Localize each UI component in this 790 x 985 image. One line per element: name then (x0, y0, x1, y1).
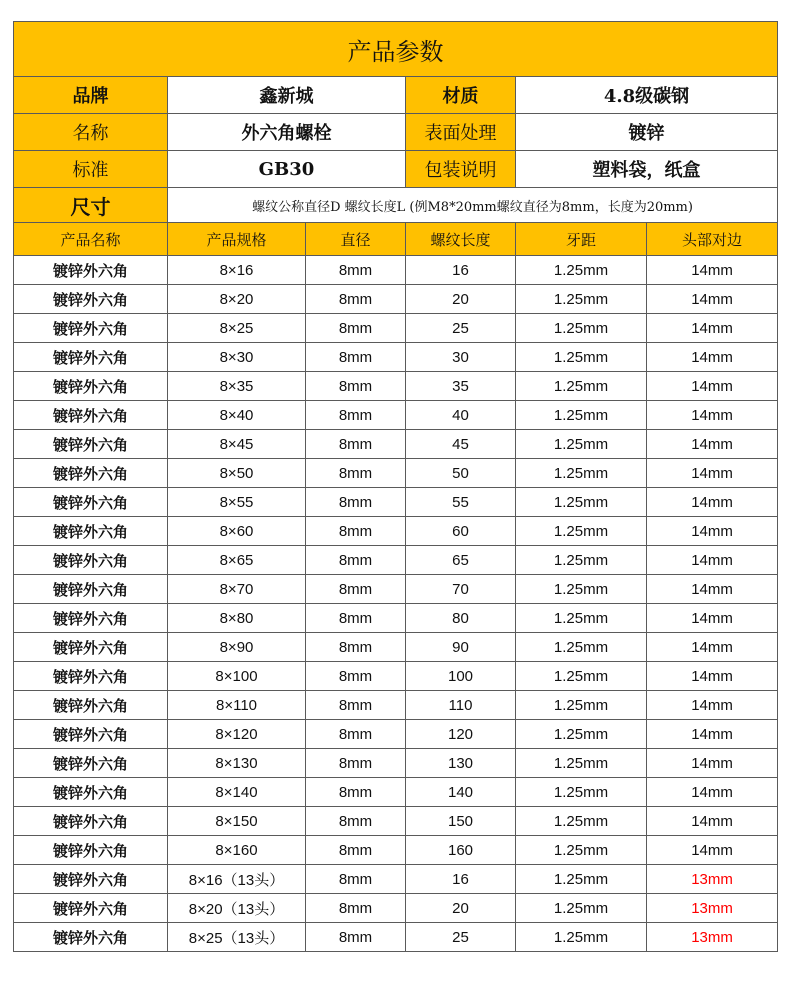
cell-pitch: 1.25mm (516, 430, 647, 459)
brand-label: 品牌 (14, 77, 168, 114)
cell-spec: 8×60 (168, 517, 306, 546)
cell-name: 镀锌外六角 (14, 401, 168, 430)
column-header-row (14, 223, 778, 256)
cell-thread-length: 120 (406, 720, 516, 749)
cell-name: 镀锌外六角 (14, 865, 168, 894)
cell-head-width: 14mm (647, 604, 778, 633)
info-row-brand (14, 77, 778, 114)
cell-name: 镀锌外六角 (14, 749, 168, 778)
cell-pitch: 1.25mm (516, 807, 647, 836)
cell-head-width: 14mm (647, 256, 778, 285)
cell-thread-length: 16 (406, 256, 516, 285)
table-row (14, 517, 778, 546)
cell-name: 镀锌外六角 (14, 691, 168, 720)
name-label: 名称 (14, 114, 168, 151)
cell-pitch: 1.25mm (516, 662, 647, 691)
cell-head-width: 14mm (647, 459, 778, 488)
cell-thread-length: 130 (406, 749, 516, 778)
cell-name: 镀锌外六角 (14, 778, 168, 807)
name-value: 外六角螺栓 (168, 114, 406, 151)
cell-diameter: 8mm (306, 691, 406, 720)
material-label: 材质 (406, 77, 516, 114)
table-row (14, 865, 778, 894)
cell-name: 镀锌外六角 (14, 720, 168, 749)
table-row (14, 401, 778, 430)
cell-pitch: 1.25mm (516, 256, 647, 285)
cell-head-width: 13mm (647, 923, 778, 952)
table-row (14, 459, 778, 488)
standard-value: GB30 (168, 151, 406, 188)
cell-diameter: 8mm (306, 836, 406, 865)
material-value: 4.8级碳钢 (516, 77, 778, 114)
cell-pitch: 1.25mm (516, 372, 647, 401)
cell-head-width: 14mm (647, 401, 778, 430)
cell-thread-length: 45 (406, 430, 516, 459)
cell-diameter: 8mm (306, 343, 406, 372)
table-row (14, 691, 778, 720)
cell-head-width: 14mm (647, 314, 778, 343)
cell-pitch: 1.25mm (516, 720, 647, 749)
title-row (14, 22, 778, 77)
table-row (14, 343, 778, 372)
cell-thread-length: 110 (406, 691, 516, 720)
cell-name: 镀锌外六角 (14, 430, 168, 459)
cell-thread-length: 150 (406, 807, 516, 836)
cell-head-width: 13mm (647, 894, 778, 923)
cell-thread-length: 35 (406, 372, 516, 401)
cell-pitch: 1.25mm (516, 923, 647, 952)
cell-pitch: 1.25mm (516, 633, 647, 662)
cell-diameter: 8mm (306, 285, 406, 314)
table-row (14, 894, 778, 923)
table-row (14, 720, 778, 749)
cell-head-width: 14mm (647, 807, 778, 836)
cell-pitch: 1.25mm (516, 894, 647, 923)
cell-thread-length: 70 (406, 575, 516, 604)
cell-thread-length: 40 (406, 401, 516, 430)
cell-thread-length: 65 (406, 546, 516, 575)
cell-spec: 8×90 (168, 633, 306, 662)
cell-pitch: 1.25mm (516, 836, 647, 865)
cell-diameter: 8mm (306, 401, 406, 430)
table-row (14, 488, 778, 517)
cell-head-width: 14mm (647, 749, 778, 778)
cell-thread-length: 80 (406, 604, 516, 633)
cell-thread-length: 25 (406, 923, 516, 952)
cell-diameter: 8mm (306, 662, 406, 691)
cell-thread-length: 160 (406, 836, 516, 865)
table-row (14, 372, 778, 401)
cell-pitch: 1.25mm (516, 459, 647, 488)
cell-spec: 8×55 (168, 488, 306, 517)
cell-name: 镀锌外六角 (14, 923, 168, 952)
cell-name: 镀锌外六角 (14, 285, 168, 314)
col-header-diameter: 直径 (306, 223, 406, 256)
cell-pitch: 1.25mm (516, 749, 647, 778)
cell-name: 镀锌外六角 (14, 459, 168, 488)
cell-name: 镀锌外六角 (14, 517, 168, 546)
surface-value: 镀锌 (516, 114, 778, 151)
table-row (14, 575, 778, 604)
params-table (13, 21, 778, 952)
cell-head-width: 14mm (647, 285, 778, 314)
cell-head-width: 14mm (647, 575, 778, 604)
cell-diameter: 8mm (306, 865, 406, 894)
sheet-title: 产品参数 (14, 22, 778, 77)
cell-pitch: 1.25mm (516, 691, 647, 720)
cell-thread-length: 50 (406, 459, 516, 488)
col-header-head-width: 头部对边 (647, 223, 778, 256)
col-header-thread-length: 螺纹长度 (406, 223, 516, 256)
info-row-standard (14, 151, 778, 188)
cell-diameter: 8mm (306, 923, 406, 952)
cell-diameter: 8mm (306, 517, 406, 546)
cell-spec: 8×20 (168, 285, 306, 314)
cell-diameter: 8mm (306, 546, 406, 575)
cell-head-width: 14mm (647, 633, 778, 662)
cell-diameter: 8mm (306, 633, 406, 662)
size-note: 螺纹公称直径D 螺纹长度L (例M8*20mm螺纹直径为8mm，长度为20mm) (168, 188, 778, 223)
cell-spec: 8×30 (168, 343, 306, 372)
cell-pitch: 1.25mm (516, 778, 647, 807)
cell-diameter: 8mm (306, 459, 406, 488)
cell-spec: 8×25 (168, 314, 306, 343)
cell-spec: 8×140 (168, 778, 306, 807)
cell-pitch: 1.25mm (516, 517, 647, 546)
cell-thread-length: 60 (406, 517, 516, 546)
cell-name: 镀锌外六角 (14, 488, 168, 517)
cell-spec: 8×50 (168, 459, 306, 488)
cell-pitch: 1.25mm (516, 865, 647, 894)
cell-diameter: 8mm (306, 807, 406, 836)
cell-name: 镀锌外六角 (14, 604, 168, 633)
cell-name: 镀锌外六角 (14, 343, 168, 372)
table-row (14, 546, 778, 575)
cell-spec: 8×130 (168, 749, 306, 778)
cell-spec: 8×20（13头） (168, 894, 306, 923)
cell-spec: 8×25（13头） (168, 923, 306, 952)
cell-thread-length: 90 (406, 633, 516, 662)
cell-head-width: 14mm (647, 488, 778, 517)
cell-head-width: 14mm (647, 343, 778, 372)
packing-label: 包装说明 (406, 151, 516, 188)
cell-thread-length: 20 (406, 894, 516, 923)
cell-diameter: 8mm (306, 604, 406, 633)
cell-pitch: 1.25mm (516, 546, 647, 575)
cell-name: 镀锌外六角 (14, 633, 168, 662)
cell-pitch: 1.25mm (516, 343, 647, 372)
cell-spec: 8×100 (168, 662, 306, 691)
cell-diameter: 8mm (306, 430, 406, 459)
cell-thread-length: 25 (406, 314, 516, 343)
cell-name: 镀锌外六角 (14, 807, 168, 836)
cell-head-width: 14mm (647, 430, 778, 459)
cell-diameter: 8mm (306, 749, 406, 778)
col-header-name: 产品名称 (14, 223, 168, 256)
cell-thread-length: 20 (406, 285, 516, 314)
table-row (14, 430, 778, 459)
size-label: 尺寸 (14, 188, 168, 223)
cell-name: 镀锌外六角 (14, 546, 168, 575)
cell-thread-length: 100 (406, 662, 516, 691)
packing-value: 塑料袋，纸盒 (516, 151, 778, 188)
cell-name: 镀锌外六角 (14, 575, 168, 604)
cell-head-width: 14mm (647, 836, 778, 865)
cell-diameter: 8mm (306, 488, 406, 517)
cell-name: 镀锌外六角 (14, 314, 168, 343)
cell-name: 镀锌外六角 (14, 372, 168, 401)
cell-name: 镀锌外六角 (14, 662, 168, 691)
cell-pitch: 1.25mm (516, 575, 647, 604)
table-row (14, 314, 778, 343)
cell-pitch: 1.25mm (516, 488, 647, 517)
cell-spec: 8×120 (168, 720, 306, 749)
col-header-spec: 产品规格 (168, 223, 306, 256)
cell-spec: 8×150 (168, 807, 306, 836)
cell-spec: 8×65 (168, 546, 306, 575)
cell-pitch: 1.25mm (516, 285, 647, 314)
cell-spec: 8×35 (168, 372, 306, 401)
table-row (14, 778, 778, 807)
cell-thread-length: 30 (406, 343, 516, 372)
table-row (14, 604, 778, 633)
table-row (14, 662, 778, 691)
cell-head-width: 13mm (647, 865, 778, 894)
cell-pitch: 1.25mm (516, 604, 647, 633)
cell-diameter: 8mm (306, 894, 406, 923)
surface-label: 表面处理 (406, 114, 516, 151)
table-row (14, 285, 778, 314)
table-row (14, 633, 778, 662)
cell-diameter: 8mm (306, 575, 406, 604)
cell-diameter: 8mm (306, 778, 406, 807)
col-header-pitch: 牙距 (516, 223, 647, 256)
cell-head-width: 14mm (647, 662, 778, 691)
cell-name: 镀锌外六角 (14, 256, 168, 285)
cell-head-width: 14mm (647, 778, 778, 807)
cell-spec: 8×45 (168, 430, 306, 459)
cell-spec: 8×80 (168, 604, 306, 633)
cell-thread-length: 55 (406, 488, 516, 517)
cell-diameter: 8mm (306, 314, 406, 343)
cell-spec: 8×40 (168, 401, 306, 430)
cell-diameter: 8mm (306, 720, 406, 749)
cell-diameter: 8mm (306, 256, 406, 285)
brand-value: 鑫新城 (168, 77, 406, 114)
cell-thread-length: 140 (406, 778, 516, 807)
table-row (14, 807, 778, 836)
cell-pitch: 1.25mm (516, 314, 647, 343)
table-row (14, 923, 778, 952)
info-row-name (14, 114, 778, 151)
table-row (14, 256, 778, 285)
cell-head-width: 14mm (647, 546, 778, 575)
cell-name: 镀锌外六角 (14, 894, 168, 923)
cell-head-width: 14mm (647, 517, 778, 546)
cell-head-width: 14mm (647, 691, 778, 720)
cell-head-width: 14mm (647, 372, 778, 401)
cell-thread-length: 16 (406, 865, 516, 894)
product-params-sheet (13, 21, 777, 952)
table-row (14, 836, 778, 865)
standard-label: 标准 (14, 151, 168, 188)
cell-spec: 8×70 (168, 575, 306, 604)
cell-spec: 8×16（13头） (168, 865, 306, 894)
cell-head-width: 14mm (647, 720, 778, 749)
cell-spec: 8×110 (168, 691, 306, 720)
size-row (14, 188, 778, 223)
cell-name: 镀锌外六角 (14, 836, 168, 865)
cell-spec: 8×16 (168, 256, 306, 285)
cell-pitch: 1.25mm (516, 401, 647, 430)
cell-diameter: 8mm (306, 372, 406, 401)
table-row (14, 749, 778, 778)
cell-spec: 8×160 (168, 836, 306, 865)
